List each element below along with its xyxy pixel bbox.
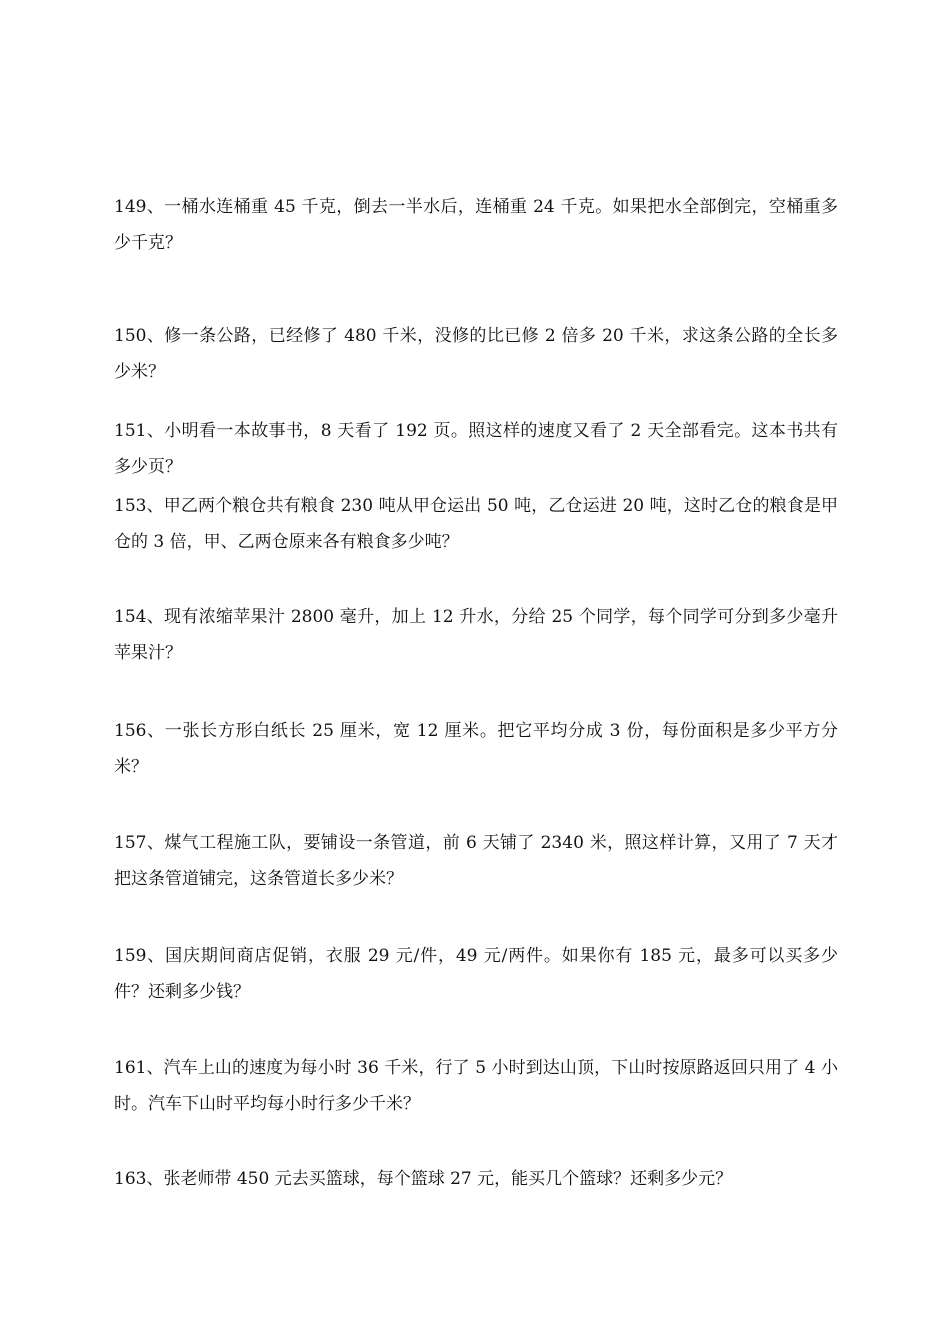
problem-159: 159、国庆期间商店促销，衣服 29 元/件，49 元/两件。如果你有 185 元，最多可以买多少件？还剩多少钱？ <box>114 946 838 1002</box>
problem-149: 149、一桶水连桶重 45 千克，倒去一半水后，连桶重 24 千克。如果把水全部倒完，空桶重多少千克？ <box>114 197 838 253</box>
problem-163: 163、张老师带 450 元去买篮球，每个篮球 27 元，能买几个篮球？还剩多少元？ <box>114 1169 733 1189</box>
problem-154: 154、现有浓缩苹果汁 2800 毫升，加上 12 升水，分给 25 个同学，每个同学可分到多少毫升苹果汁？ <box>114 607 838 663</box>
problem-150: 150、修一条公路，已经修了 480 千米，没修的比已修 2 倍多 20 千米，求这条公路的全长多少米？ <box>114 326 838 382</box>
problem-157: 157、煤气工程施工队，要铺设一条管道，前 6 天铺了 2340 米，照这样计算，又用了 7 天才把这条管道铺完，这条管道长多少米？ <box>114 833 838 889</box>
problem-151: 151、小明看一本故事书，8 天看了 192 页。照这样的速度又看了 2 天全部看完。这本书共有多少页？ <box>114 421 838 477</box>
problem-156: 156、一张长方形白纸长 25 厘米，宽 12 厘米。把它平均分成 3 份，每份面积是多少平方分米？ <box>114 721 838 777</box>
problem-161: 161、汽车上山的速度为每小时 36 千米，行了 5 小时到达山顶，下山时按原路返回只用了 4 小时。汽车下山时平均每小时行多少千米？ <box>114 1058 838 1114</box>
problem-153: 153、甲乙两个粮仓共有粮食 230 吨从甲仓运出 50 吨，乙仓运进 20 吨，这时乙仓的粮食是甲仓的 3 倍，甲、乙两仓原来各有粮食多少吨？ <box>114 496 838 552</box>
